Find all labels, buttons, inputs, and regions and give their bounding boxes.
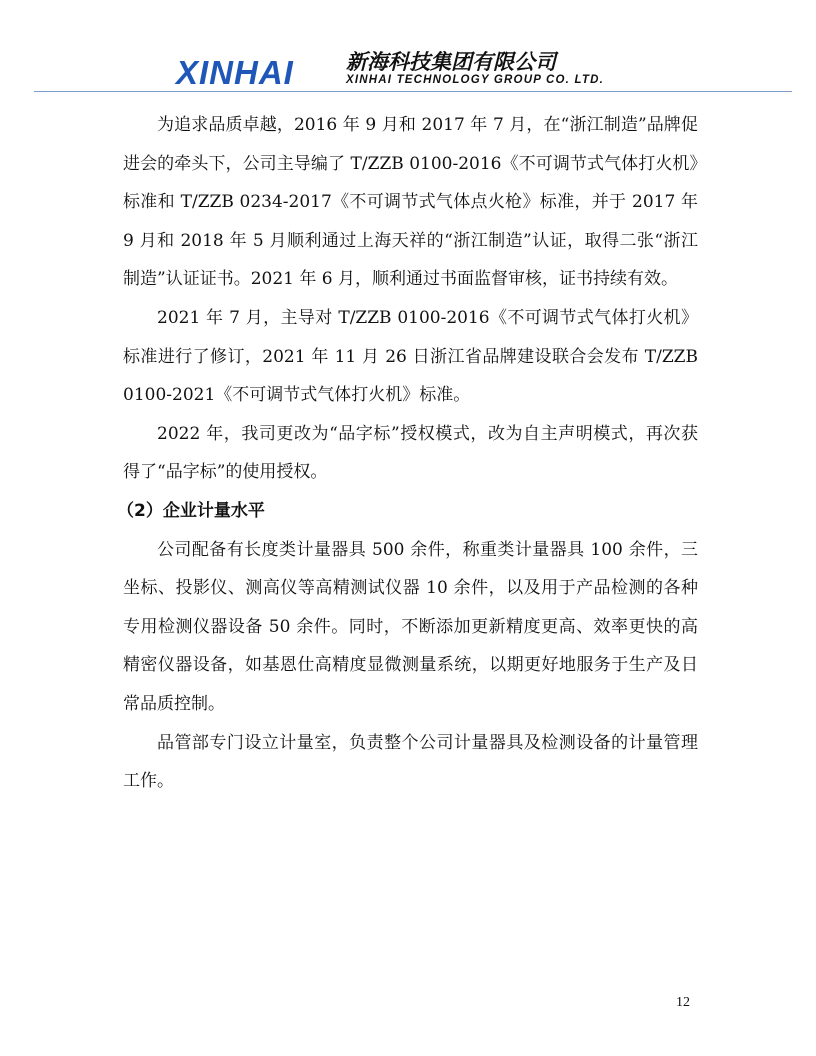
page-number: 12 [676,995,690,1010]
document-body [117,106,698,801]
body-paragraph: 公司配备有长度类计量器具 500 余件，称重类计量器具 100 余件，三坐标、投影仪、测高仪等高精测试仪器 10 余件，以及用于产品检测的各种专用检测仪器设备 50 余件。同时，不断添加更新精度更高、效率更快的高精密仪器设备，如基恩仕高精度显微测量系统，以期更好地服务于生产及日常品质控制。 [123,539,698,714]
body-paragraph: 2022 年，我司更改为“品字标”授权模式，改为自主声明模式，再次获得了“品字标”的使用授权。 [123,423,698,483]
company-name-cn: 新海科技集团有限公司 [346,50,556,74]
company-logo: XINHAI [176,54,294,91]
header-divider [34,91,792,92]
section-heading: （2）企业计量水平 [117,500,265,521]
body-paragraph: 为追求品质卓越，2016 年 9 月和 2017 年 7 月，在“浙江制造”品牌促进会的牵头下，公司主导编了 T/ZZB 0100-2016《不可调节式气体打火机》标准和 T/ZZB 0234-2017《不可调节式气体点火枪》标准，并于 2017 年 9 月和 2018 年 5 月顺利通过上海天祥的“浙江制造”认证，取得二张“浙江制造”认证证书。2021 年 6 月，顺利通过书面监督审核，证书持续有效。 [123,115,698,290]
company-name-en: XINHAI TECHNOLOGY GROUP CO. LTD. [346,74,604,86]
body-paragraph: 品管部专门设立计量室，负责整个公司计量器具及检测设备的计量管理工作。 [123,732,698,792]
page-header [0,0,816,96]
body-paragraph: 2021 年 7 月，主导对 T/ZZB 0100-2016《不可调节式气体打火机》标准进行了修订，2021 年 11 月 26 日浙江省品牌建设联合会发布 T/ZZB 0100-2021《不可调节式气体打火机》标准。 [123,307,698,406]
